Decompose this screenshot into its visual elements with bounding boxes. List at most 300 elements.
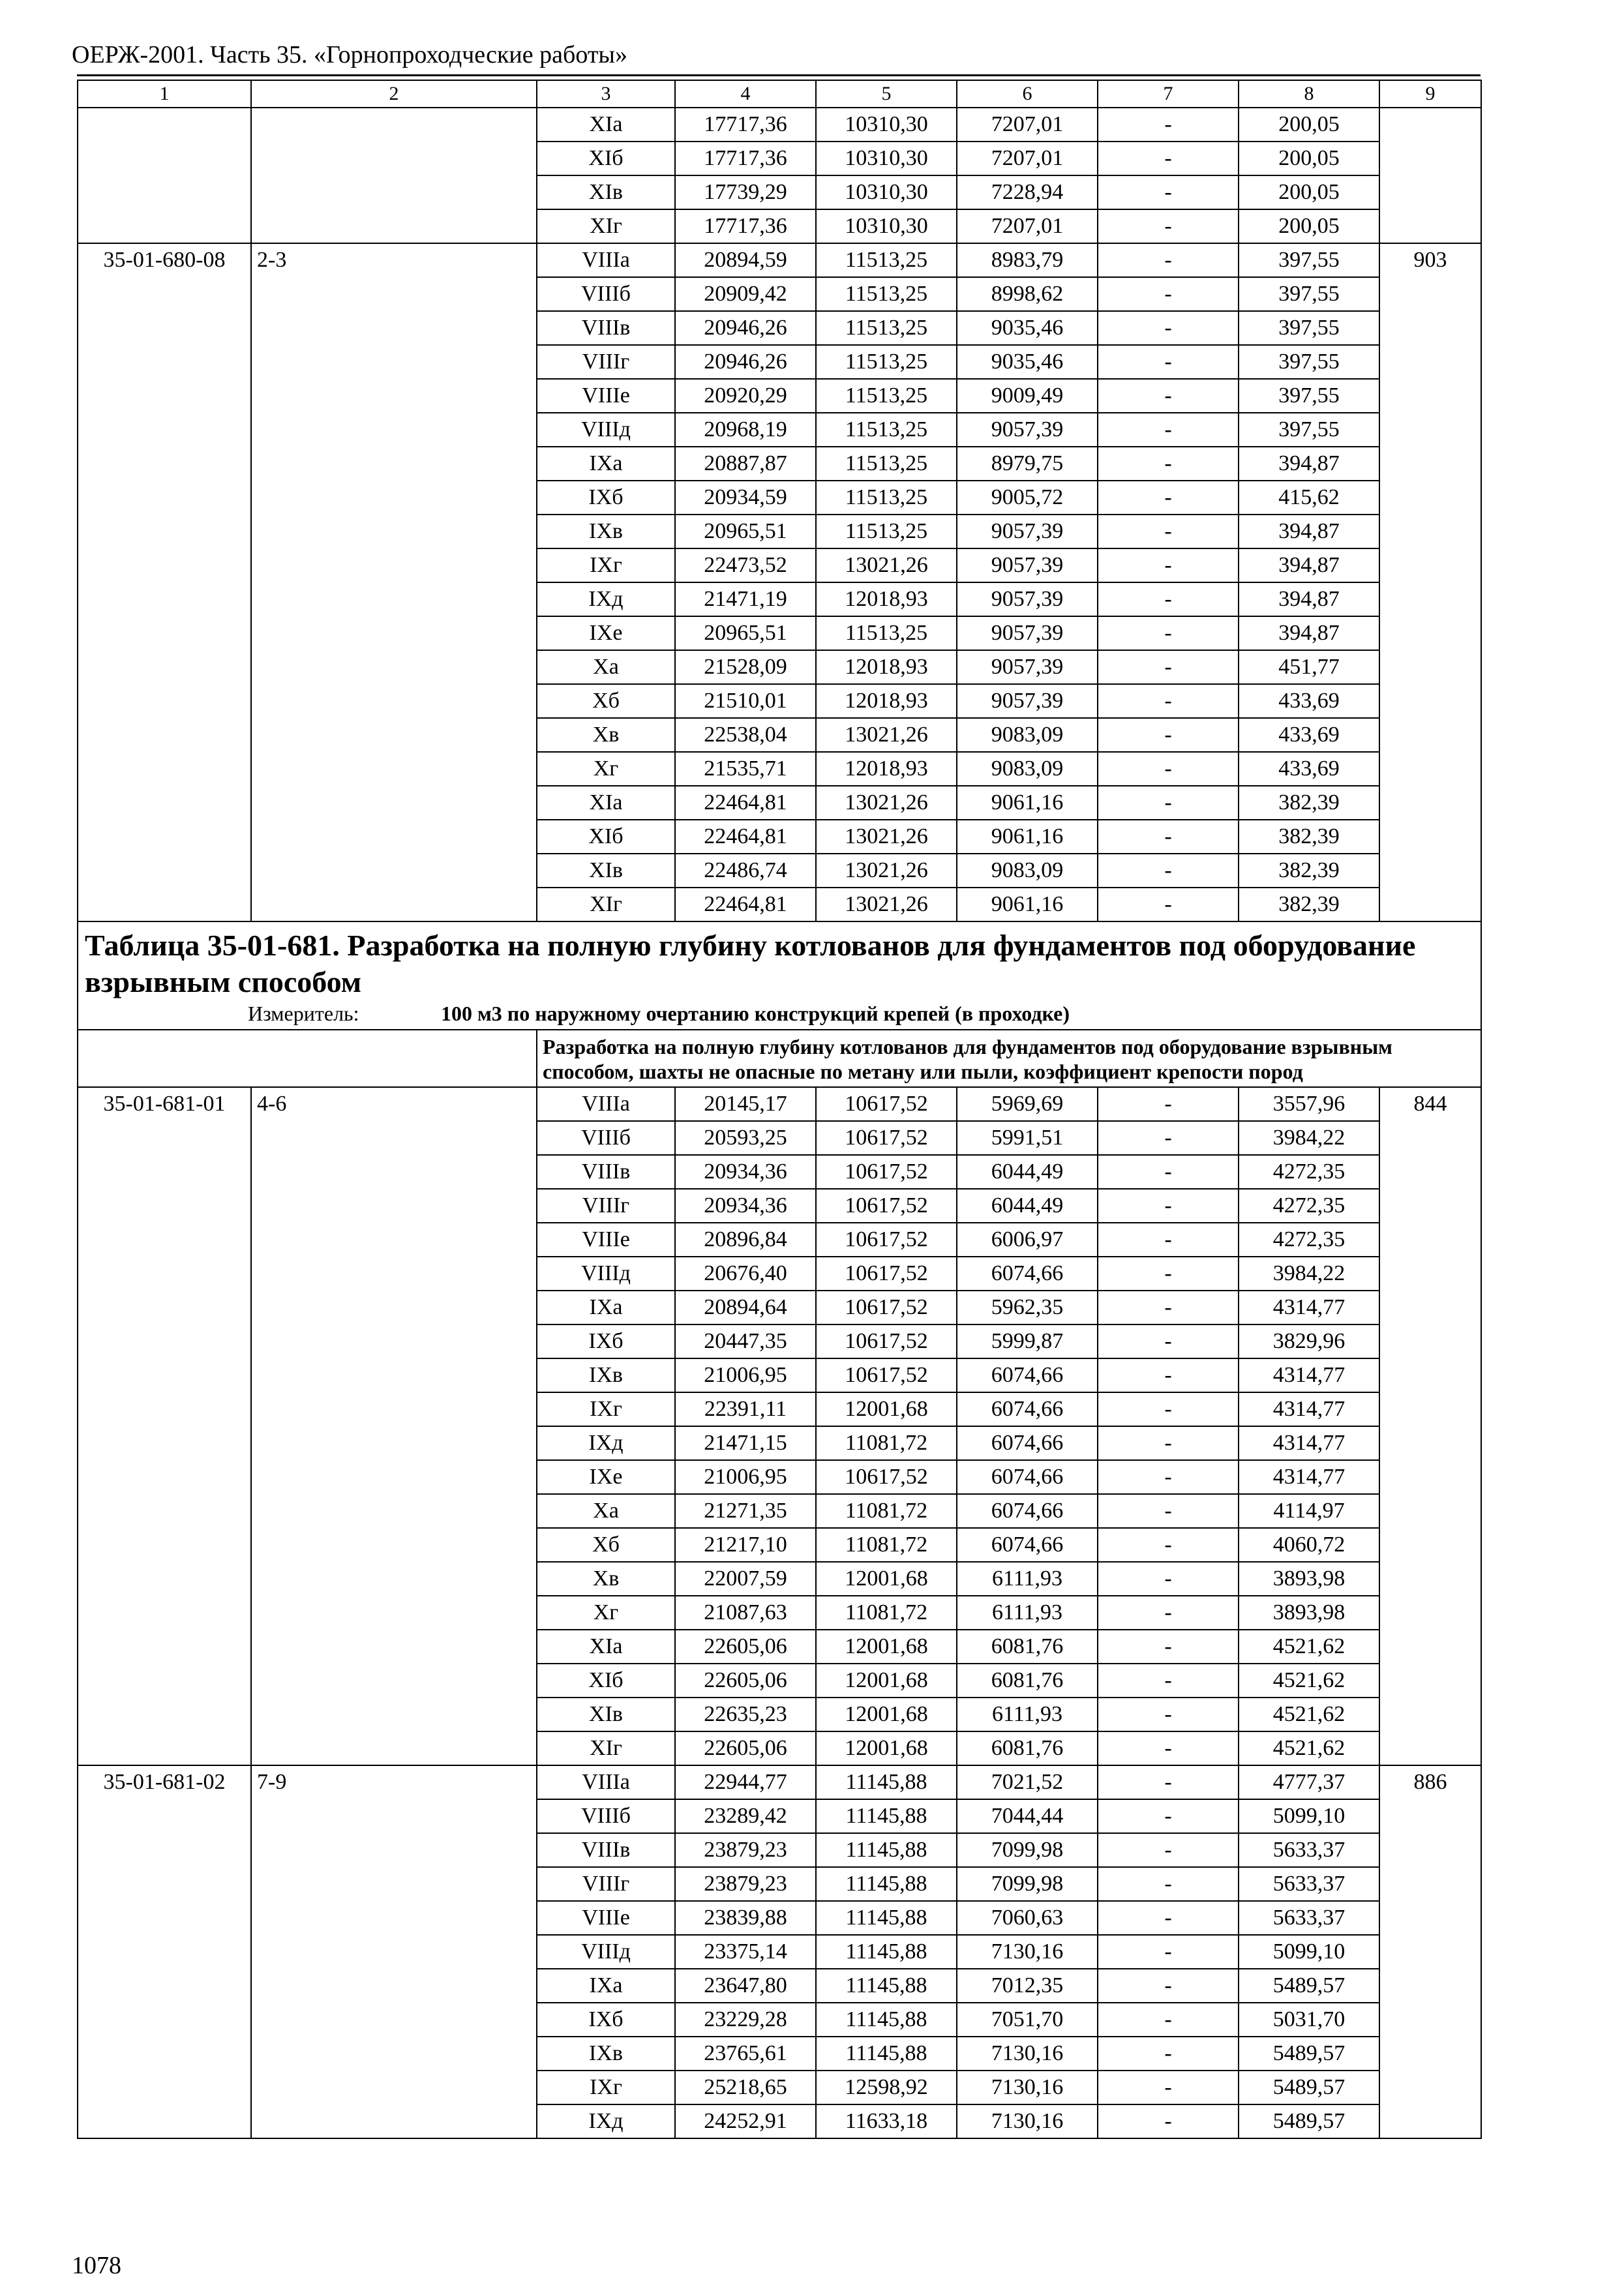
resource-class-cell: VIIIе [537,1223,675,1257]
machine-cost-cell: 9061,16 [957,820,1098,854]
labor-cost-cell: 11145,88 [816,1867,957,1901]
driver-wage-cell: - [1098,413,1239,447]
total-cost-cell: 22464,81 [675,820,816,854]
resource-class-cell: IXе [537,1460,675,1494]
machine-cost-cell: 7012,35 [957,1969,1098,2003]
materials-cost-cell: 200,05 [1239,175,1379,209]
labor-cost-cell: 11513,25 [816,379,957,413]
hardness-range-cell: 7-9 [251,1765,537,2138]
materials-cost-cell: 382,39 [1239,888,1379,921]
labor-cost-cell: 10310,30 [816,209,957,243]
machine-cost-cell: 7207,01 [957,142,1098,175]
labor-cost-cell: 10617,52 [816,1460,957,1494]
rate-code-cell: 35-01-680-08 [78,243,251,921]
materials-cost-cell: 5633,37 [1239,1867,1379,1901]
rates-table-body [78,80,1481,2138]
driver-wage-cell: - [1098,1765,1239,1799]
resource-class-cell: VIIIе [537,379,675,413]
total-cost-cell: 21006,95 [675,1460,816,1494]
machine-cost-cell: 9083,09 [957,752,1098,786]
total-cost-cell: 22605,06 [675,1664,816,1698]
machine-cost-cell: 8998,62 [957,277,1098,311]
total-cost-cell: 22605,06 [675,1731,816,1765]
resource-class-cell: IXв [537,1358,675,1392]
total-cost-cell: 20896,84 [675,1223,816,1257]
labor-cost-cell: 10310,30 [816,108,957,142]
resource-class-cell: XIг [537,1731,675,1765]
driver-wage-cell: - [1098,379,1239,413]
labor-cost-cell: 11081,72 [816,1528,957,1562]
driver-wage-cell: - [1098,1562,1239,1596]
materials-cost-cell: 5031,70 [1239,2003,1379,2037]
machine-cost-cell: 5962,35 [957,1291,1098,1324]
materials-cost-cell: 4314,77 [1239,1392,1379,1426]
total-cost-cell: 22007,59 [675,1562,816,1596]
materials-cost-cell: 200,05 [1239,108,1379,142]
resource-class-cell: VIIIб [537,1799,675,1833]
materials-cost-cell: 397,55 [1239,345,1379,379]
driver-wage-cell: - [1098,2104,1239,2138]
materials-cost-cell: 397,55 [1239,379,1379,413]
description-spacer-cell [78,1030,537,1087]
labor-cost-cell: 12598,92 [816,2071,957,2104]
machine-cost-cell: 5969,69 [957,1087,1098,1121]
machine-cost-cell: 9083,09 [957,718,1098,752]
driver-wage-cell: - [1098,277,1239,311]
machine-cost-cell: 6006,97 [957,1223,1098,1257]
labor-cost-cell: 11145,88 [816,1765,957,1799]
driver-wage-cell: - [1098,1833,1239,1867]
total-cost-cell: 21471,19 [675,582,816,616]
resource-class-cell: Xв [537,718,675,752]
total-cost-cell: 23879,23 [675,1833,816,1867]
resource-class-cell: IXа [537,1291,675,1324]
driver-wage-cell: - [1098,1528,1239,1562]
labor-cost-cell: 11145,88 [816,1833,957,1867]
labor-cost-cell: 13021,26 [816,786,957,820]
materials-cost-cell: 397,55 [1239,243,1379,277]
resource-class-cell: VIIIг [537,345,675,379]
machine-cost-cell: 9057,39 [957,650,1098,684]
total-cost-cell: 20965,51 [675,616,816,650]
labor-cost-cell: 11081,72 [816,1426,957,1460]
total-cost-cell: 21217,10 [675,1528,816,1562]
labor-cost-cell: 10617,52 [816,1121,957,1155]
materials-cost-cell: 4272,35 [1239,1155,1379,1189]
labor-cost-cell: 11513,25 [816,481,957,515]
materials-cost-cell: 4060,72 [1239,1528,1379,1562]
total-cost-cell: 23765,61 [675,2037,816,2071]
labor-cost-cell: 10617,52 [816,1189,957,1223]
total-cost-cell: 22464,81 [675,888,816,921]
labor-cost-cell: 12001,68 [816,1630,957,1664]
labor-cost-cell: 13021,26 [816,820,957,854]
resource-class-cell: VIIIг [537,1867,675,1901]
materials-cost-cell: 5489,57 [1239,2104,1379,2138]
materials-cost-cell: 3893,98 [1239,1562,1379,1596]
machine-cost-cell: 7099,98 [957,1833,1098,1867]
machine-cost-cell: 9083,09 [957,854,1098,888]
resource-class-cell: IXа [537,447,675,481]
total-cost-cell: 22635,23 [675,1698,816,1731]
machine-cost-cell: 6044,49 [957,1189,1098,1223]
driver-wage-cell: - [1098,209,1239,243]
labor-cost-cell: 10617,52 [816,1087,957,1121]
materials-cost-cell: 5633,37 [1239,1833,1379,1867]
resource-class-cell: XIв [537,854,675,888]
resource-class-cell: VIIIе [537,1901,675,1935]
measure-value: 100 м3 по наружному очертанию конструкций крепей (в проходке) [441,1002,1070,1025]
driver-wage-cell: - [1098,1664,1239,1698]
total-cost-cell: 20447,35 [675,1324,816,1358]
resource-class-cell: VIIIв [537,311,675,345]
total-cost-cell: 23647,80 [675,1969,816,2003]
materials-cost-cell: 3557,96 [1239,1087,1379,1121]
resource-class-cell: Xг [537,752,675,786]
labor-cost-cell: 13021,26 [816,888,957,921]
labor-cost-cell: 11513,25 [816,616,957,650]
resource-class-cell: Xв [537,1562,675,1596]
total-cost-cell: 22473,52 [675,548,816,582]
materials-cost-cell: 4314,77 [1239,1426,1379,1460]
resource-class-cell: XIг [537,209,675,243]
resource-class-cell: XIб [537,1664,675,1698]
machine-cost-cell: 7099,98 [957,1867,1098,1901]
machine-cost-cell: 9035,46 [957,345,1098,379]
labor-cost-cell: 11081,72 [816,1596,957,1630]
machine-cost-cell: 6081,76 [957,1630,1098,1664]
total-cost-cell: 23229,28 [675,2003,816,2037]
materials-cost-cell: 433,69 [1239,752,1379,786]
resource-class-cell: Xб [537,684,675,718]
resource-class-cell: IXв [537,515,675,548]
machine-cost-cell: 9057,39 [957,515,1098,548]
driver-wage-cell: - [1098,2037,1239,2071]
resource-class-cell: VIIIа [537,1765,675,1799]
resource-class-cell: VIIIб [537,277,675,311]
total-cost-cell: 21471,15 [675,1426,816,1460]
labor-cost-cell: 10310,30 [816,175,957,209]
total-cost-cell: 22464,81 [675,786,816,820]
machine-cost-cell: 7130,16 [957,2037,1098,2071]
materials-cost-cell: 200,05 [1239,142,1379,175]
machine-cost-cell: 7044,44 [957,1799,1098,1833]
total-cost-cell: 22944,77 [675,1765,816,1799]
labor-cost-cell: 11081,72 [816,1494,957,1528]
labor-cost-cell: 12018,93 [816,684,957,718]
materials-cost-cell: 5489,57 [1239,2037,1379,2071]
materials-cost-cell: 451,77 [1239,650,1379,684]
labor-cost-cell: 11513,25 [816,311,957,345]
resource-class-cell: VIIIб [537,1121,675,1155]
materials-cost-cell: 5633,37 [1239,1901,1379,1935]
total-cost-cell: 17717,36 [675,209,816,243]
labor-cost-cell: 12018,93 [816,582,957,616]
driver-wage-cell: - [1098,1392,1239,1426]
labor-cost-cell: 10617,52 [816,1291,957,1324]
machine-cost-cell: 8983,79 [957,243,1098,277]
machine-cost-cell: 6044,49 [957,1155,1098,1189]
materials-cost-cell: 3984,22 [1239,1257,1379,1291]
driver-wage-cell: - [1098,1121,1239,1155]
resource-class-cell: IXб [537,2003,675,2037]
labor-cost-cell: 12001,68 [816,1731,957,1765]
column-header-3: 3 [537,80,675,108]
total-cost-cell: 22605,06 [675,1630,816,1664]
column-header-7: 7 [1098,80,1239,108]
labor-cost-cell: 12001,68 [816,1392,957,1426]
column-header-2: 2 [251,80,537,108]
total-cost-cell: 20968,19 [675,413,816,447]
machine-cost-cell: 6074,66 [957,1494,1098,1528]
total-cost-cell: 25218,65 [675,2071,816,2104]
machine-cost-cell: 6074,66 [957,1257,1098,1291]
column-9-cell: 903 [1379,243,1481,921]
labor-cost-cell: 13021,26 [816,718,957,752]
driver-wage-cell: - [1098,1257,1239,1291]
machine-cost-cell: 6074,66 [957,1528,1098,1562]
driver-wage-cell: - [1098,718,1239,752]
total-cost-cell: 23839,88 [675,1901,816,1935]
total-cost-cell: 20934,36 [675,1155,816,1189]
resource-class-cell: IXа [537,1969,675,2003]
materials-cost-cell: 4777,37 [1239,1765,1379,1799]
materials-cost-cell: 397,55 [1239,277,1379,311]
table-description-row [78,1030,1481,1087]
materials-cost-cell: 3893,98 [1239,1596,1379,1630]
labor-cost-cell: 11145,88 [816,1901,957,1935]
resource-class-cell: IXг [537,548,675,582]
driver-wage-cell: - [1098,1494,1239,1528]
column-header-6: 6 [957,80,1098,108]
labor-cost-cell: 10310,30 [816,142,957,175]
table-row [78,108,1481,142]
materials-cost-cell: 4114,97 [1239,1494,1379,1528]
labor-cost-cell: 11145,88 [816,1799,957,1833]
table-row [78,1087,1481,1121]
total-cost-cell: 20965,51 [675,515,816,548]
materials-cost-cell: 397,55 [1239,311,1379,345]
labor-cost-cell: 12018,93 [816,752,957,786]
total-cost-cell: 20145,17 [675,1087,816,1121]
machine-cost-cell: 9005,72 [957,481,1098,515]
materials-cost-cell: 4521,62 [1239,1698,1379,1731]
resource-class-cell: XIб [537,142,675,175]
driver-wage-cell: - [1098,684,1239,718]
resource-class-cell: Xб [537,1528,675,1562]
driver-wage-cell: - [1098,1867,1239,1901]
driver-wage-cell: - [1098,1324,1239,1358]
materials-cost-cell: 394,87 [1239,548,1379,582]
total-cost-cell: 23289,42 [675,1799,816,1833]
labor-cost-cell: 10617,52 [816,1324,957,1358]
labor-cost-cell: 11513,25 [816,345,957,379]
total-cost-cell: 24252,91 [675,2104,816,2138]
table-section-cell [78,921,1481,1030]
labor-cost-cell: 13021,26 [816,548,957,582]
machine-cost-cell: 9057,39 [957,582,1098,616]
materials-cost-cell: 4521,62 [1239,1731,1379,1765]
machine-cost-cell: 7060,63 [957,1901,1098,1935]
materials-cost-cell: 382,39 [1239,786,1379,820]
driver-wage-cell: - [1098,752,1239,786]
column-header-5: 5 [816,80,957,108]
resource-class-cell: IXв [537,2037,675,2071]
resource-class-cell: VIIIа [537,243,675,277]
total-cost-cell: 17717,36 [675,142,816,175]
resource-class-cell: IXб [537,481,675,515]
total-cost-cell: 20909,42 [675,277,816,311]
resource-class-cell: VIIIд [537,413,675,447]
machine-cost-cell: 5991,51 [957,1121,1098,1155]
materials-cost-cell: 433,69 [1239,718,1379,752]
machine-cost-cell: 7207,01 [957,108,1098,142]
driver-wage-cell: - [1098,888,1239,921]
machine-cost-cell: 8979,75 [957,447,1098,481]
driver-wage-cell: - [1098,1630,1239,1664]
total-cost-cell: 22486,74 [675,854,816,888]
labor-cost-cell: 12001,68 [816,1698,957,1731]
table-description: Разработка на полную глубину котлованов для фундаментов под оборудование взрывным способом, шахты не опасные по метану или пыли, коэффициент крепости пород [537,1030,1481,1087]
code-cell-empty [78,108,251,243]
resource-class-cell: XIв [537,175,675,209]
labor-cost-cell: 13021,26 [816,854,957,888]
machine-cost-cell: 6111,93 [957,1596,1098,1630]
machine-cost-cell: 5999,87 [957,1324,1098,1358]
materials-cost-cell: 433,69 [1239,684,1379,718]
total-cost-cell: 21271,35 [675,1494,816,1528]
materials-cost-cell: 415,62 [1239,481,1379,515]
driver-wage-cell: - [1098,345,1239,379]
materials-cost-cell: 3984,22 [1239,1121,1379,1155]
materials-cost-cell: 4272,35 [1239,1223,1379,1257]
driver-wage-cell: - [1098,1460,1239,1494]
machine-cost-cell: 6111,93 [957,1562,1098,1596]
measure-label: Измеритель: [248,1002,359,1025]
materials-cost-cell: 397,55 [1239,413,1379,447]
machine-cost-cell: 9057,39 [957,616,1098,650]
driver-wage-cell: - [1098,616,1239,650]
resource-class-cell: VIIIд [537,1935,675,1969]
machine-cost-cell: 7130,16 [957,2104,1098,2138]
total-cost-cell: 22391,11 [675,1392,816,1426]
total-cost-cell: 20946,26 [675,311,816,345]
driver-wage-cell: - [1098,481,1239,515]
range-cell-empty [251,108,537,243]
col9-cell-empty [1379,108,1481,243]
total-cost-cell: 20946,26 [675,345,816,379]
resource-class-cell: IXг [537,1392,675,1426]
driver-wage-cell: - [1098,2071,1239,2104]
materials-cost-cell: 4314,77 [1239,1291,1379,1324]
driver-wage-cell: - [1098,175,1239,209]
materials-cost-cell: 4314,77 [1239,1460,1379,1494]
total-cost-cell: 17739,29 [675,175,816,209]
machine-cost-cell: 9035,46 [957,311,1098,345]
machine-cost-cell: 9057,39 [957,413,1098,447]
labor-cost-cell: 12001,68 [816,1562,957,1596]
machine-cost-cell: 7021,52 [957,1765,1098,1799]
column-header-4: 4 [675,80,816,108]
driver-wage-cell: - [1098,1698,1239,1731]
machine-cost-cell: 9057,39 [957,548,1098,582]
driver-wage-cell: - [1098,582,1239,616]
hardness-range-cell: 2-3 [251,243,537,921]
materials-cost-cell: 4521,62 [1239,1664,1379,1698]
resource-class-cell: IXг [537,2071,675,2104]
labor-cost-cell: 11513,25 [816,243,957,277]
total-cost-cell: 21528,09 [675,650,816,684]
materials-cost-cell: 394,87 [1239,447,1379,481]
resource-class-cell: IXд [537,2104,675,2138]
total-cost-cell: 20934,59 [675,481,816,515]
driver-wage-cell: - [1098,108,1239,142]
resource-class-cell: XIв [537,1698,675,1731]
machine-cost-cell: 9061,16 [957,786,1098,820]
labor-cost-cell: 10617,52 [816,1223,957,1257]
driver-wage-cell: - [1098,1223,1239,1257]
materials-cost-cell: 394,87 [1239,616,1379,650]
total-cost-cell: 20894,59 [675,243,816,277]
labor-cost-cell: 12018,93 [816,650,957,684]
labor-cost-cell: 11513,25 [816,413,957,447]
resource-class-cell: XIб [537,820,675,854]
machine-cost-cell: 7228,94 [957,175,1098,209]
labor-cost-cell: 10617,52 [816,1257,957,1291]
total-cost-cell: 20920,29 [675,379,816,413]
materials-cost-cell: 394,87 [1239,515,1379,548]
driver-wage-cell: - [1098,1426,1239,1460]
driver-wage-cell: - [1098,1901,1239,1935]
table-row [78,1765,1481,1799]
materials-cost-cell: 4314,77 [1239,1358,1379,1392]
driver-wage-cell: - [1098,1799,1239,1833]
page-header: ОЕРЖ-2001. Часть 35. «Горнопроходческие работы» [72,41,627,68]
rate-code-cell: 35-01-681-01 [78,1087,251,1765]
driver-wage-cell: - [1098,1731,1239,1765]
driver-wage-cell: - [1098,243,1239,277]
total-cost-cell: 21510,01 [675,684,816,718]
labor-cost-cell: 11145,88 [816,2037,957,2071]
driver-wage-cell: - [1098,1969,1239,2003]
labor-cost-cell: 10617,52 [816,1155,957,1189]
column-header-9: 9 [1379,80,1481,108]
machine-cost-cell: 6074,66 [957,1426,1098,1460]
resource-class-cell: Xг [537,1596,675,1630]
labor-cost-cell: 12001,68 [816,1664,957,1698]
total-cost-cell: 21006,95 [675,1358,816,1392]
resource-class-cell: VIIIг [537,1189,675,1223]
driver-wage-cell: - [1098,548,1239,582]
materials-cost-cell: 5099,10 [1239,1799,1379,1833]
driver-wage-cell: - [1098,1087,1239,1121]
total-cost-cell: 20676,40 [675,1257,816,1291]
machine-cost-cell: 7130,16 [957,2071,1098,2104]
driver-wage-cell: - [1098,650,1239,684]
labor-cost-cell: 11513,25 [816,277,957,311]
resource-class-cell: XIг [537,888,675,921]
driver-wage-cell: - [1098,142,1239,175]
driver-wage-cell: - [1098,311,1239,345]
driver-wage-cell: - [1098,786,1239,820]
total-cost-cell: 22538,04 [675,718,816,752]
resource-class-cell: VIIIв [537,1155,675,1189]
rate-code-cell: 35-01-681-02 [78,1765,251,2138]
materials-cost-cell: 4272,35 [1239,1189,1379,1223]
labor-cost-cell: 11513,25 [816,515,957,548]
driver-wage-cell: - [1098,820,1239,854]
total-cost-cell: 20934,36 [675,1189,816,1223]
